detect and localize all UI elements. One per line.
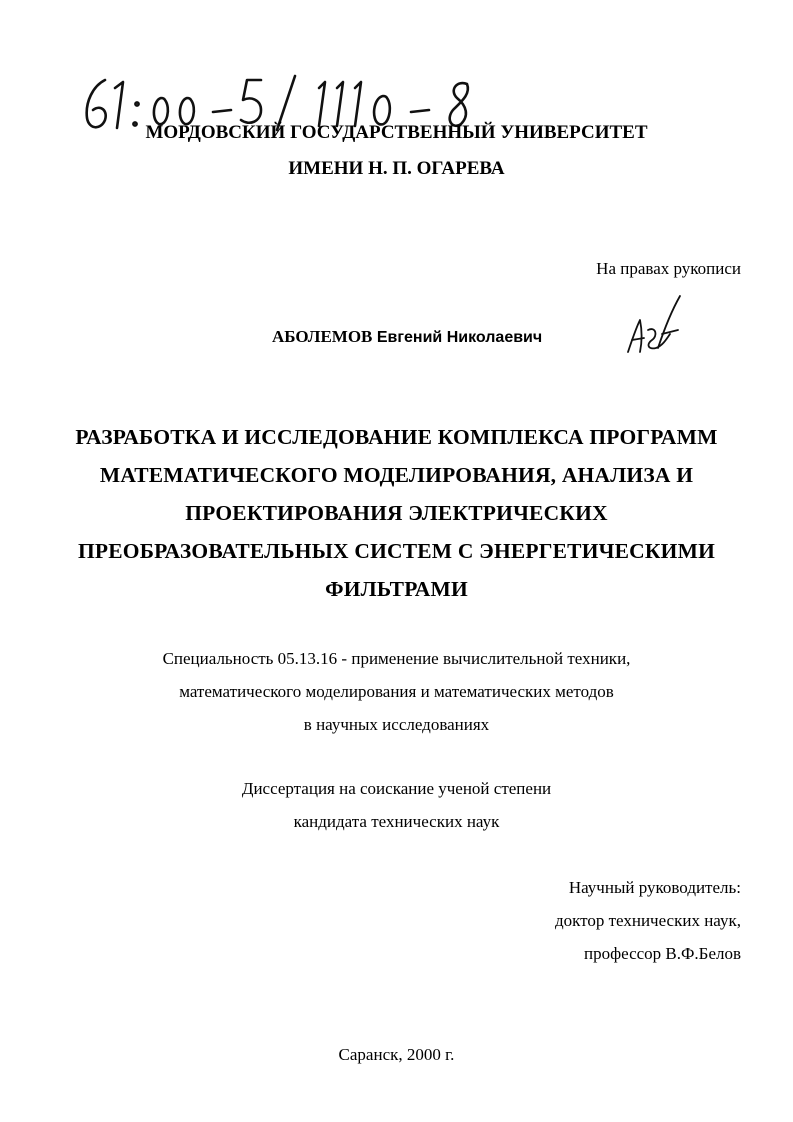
title-line-4: ПРЕОБРАЗОВАТЕЛЬНЫХ СИСТЕМ С ЭНЕРГЕТИЧЕСКИМИ [77,539,716,563]
specialty-line-3: в научных исследованиях [303,715,490,734]
signature [618,290,686,360]
specialty-line-2: математического моделирования и математических методов [179,682,614,701]
author-surname: АБОЛЕМОВ [272,327,373,346]
title-line-5: ФИЛЬТРАМИ [325,577,468,601]
supervisor-title: Научный руководитель: [568,878,741,897]
place-year: Саранск, 2000 г. [338,1045,455,1064]
university-name-line-1: МОРДОВСКИЙ ГОСУДАРСТВЕННЫЙ УНИВЕРСИТЕТ [145,122,648,143]
author-given-names: Евгений Николаевич [376,329,543,346]
dissertation-line-2: кандидата технических наук [293,812,500,831]
university-name-line-2: ИМЕНИ Н. П. ОГАРЕВА [288,158,505,179]
supervisor-degree: доктор технических наук, [554,911,741,930]
specialty-line-1: Специальность 05.13.16 - применение вычислительной техники, [162,649,631,668]
dissertation-line-1: Диссертация на соискание ученой степени [241,779,552,798]
title-line-2: МАТЕМАТИЧЕСКОГО МОДЕЛИРОВАНИЯ, АНАЛИЗА И [99,463,694,487]
author-line [0,322,793,362]
rights-note: На правах рукописи [596,259,741,278]
title-line-1: РАЗРАБОТКА И ИССЛЕДОВАНИЕ КОМПЛЕКСА ПРОГРАММ [75,425,718,449]
title-line-3: ПРОЕКТИРОВАНИЯ ЭЛЕКТРИЧЕСКИХ [185,501,608,525]
supervisor-name: профессор В.Ф.Белов [583,944,741,963]
author-name [272,325,542,350]
